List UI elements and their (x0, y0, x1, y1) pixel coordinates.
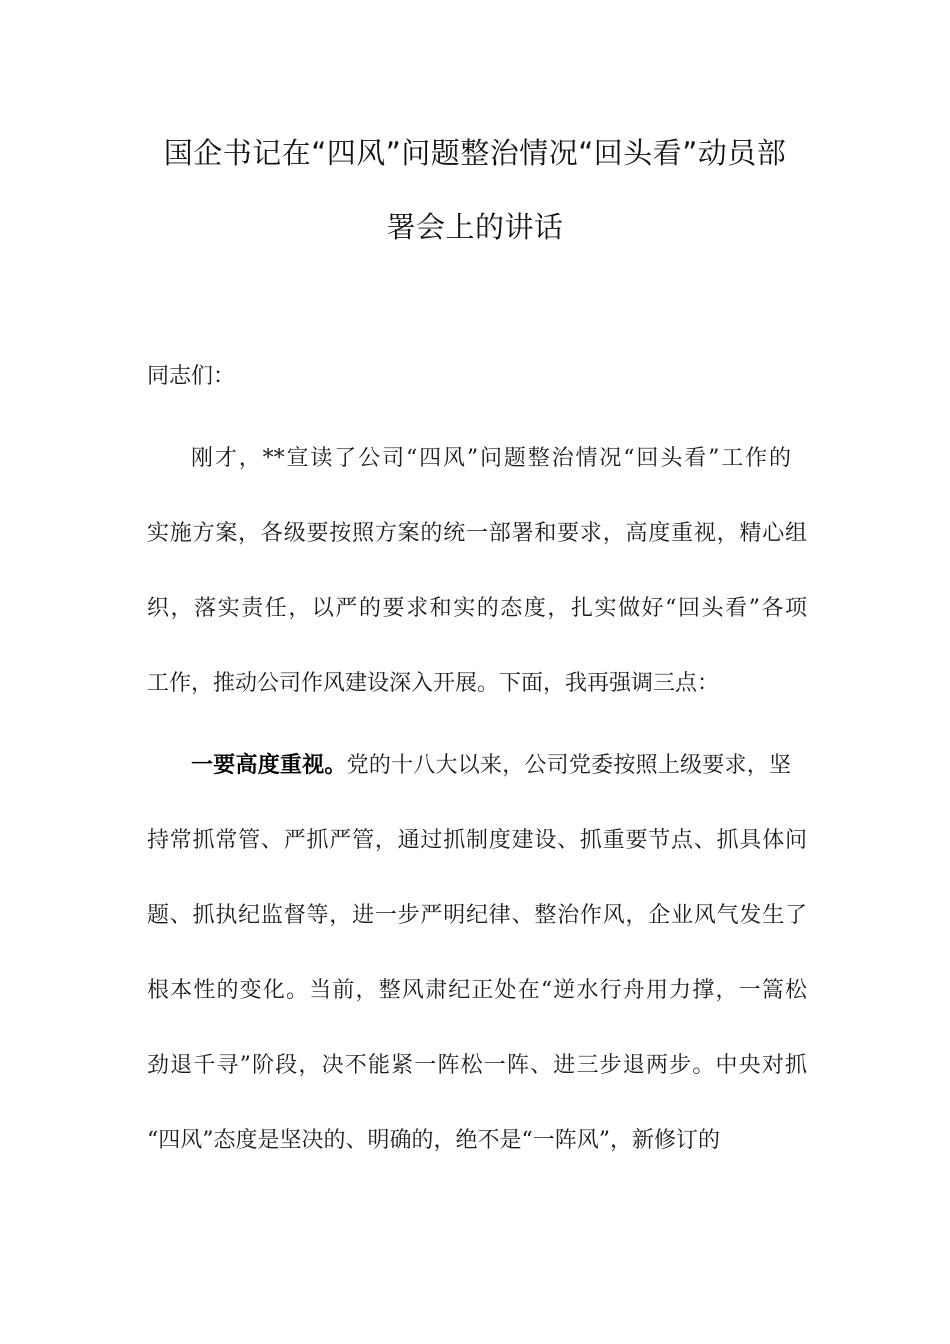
paragraph-2-line-5: 劲退千寻”阶段，决不能紧一阵松一阵、进三步退两步。中央对抓 (147, 1053, 807, 1078)
paragraph-1-line-1: 刚才，**宣读了公司“四风”问题整治情况“回头看”工作的 (191, 446, 791, 471)
paragraph-2-line-4: 根本性的变化。当前，整风肃纪正处在“逆水行舟用力撑，一篙松 (147, 978, 807, 1003)
paragraph-1-line-3: 织，落实责任，以严的要求和实的态度，扎实做好“回头看”各项 (147, 596, 807, 621)
document-title-line-1: 国企书记在“四风”问题整治情况“回头看”动员部 (163, 136, 787, 170)
paragraph-2-line-2: 持常抓常管、严抓严管，通过抓制度建设、抓重要节点、抓具体问 (147, 828, 807, 853)
document-title-line-2: 署会上的讲话 (386, 210, 564, 244)
paragraph-1-line-2: 实施方案，各级要按照方案的统一部署和要求，高度重视，精心组 (147, 521, 807, 546)
paragraph-2-first-rest: 党的十八大以来，公司党委按照上级要求，坚 (346, 753, 791, 778)
paragraph-2-line-3: 题、抓执纪监督等，进一步严明纪律、整治作风，企业风气发生了 (147, 903, 807, 928)
paragraph-2-line-1 (191, 751, 791, 781)
salutation: 同志们： (147, 364, 236, 389)
paragraph-2-line-6: “四风”态度是坚决的、明确的，绝不是“一阵风”，新修订的 (147, 1128, 720, 1153)
paragraph-2-lead: 一要高度重视。 (191, 753, 347, 778)
paragraph-1-line-4: 工作，推动公司作风建设深入开展。下面，我再强调三点： (147, 671, 720, 696)
